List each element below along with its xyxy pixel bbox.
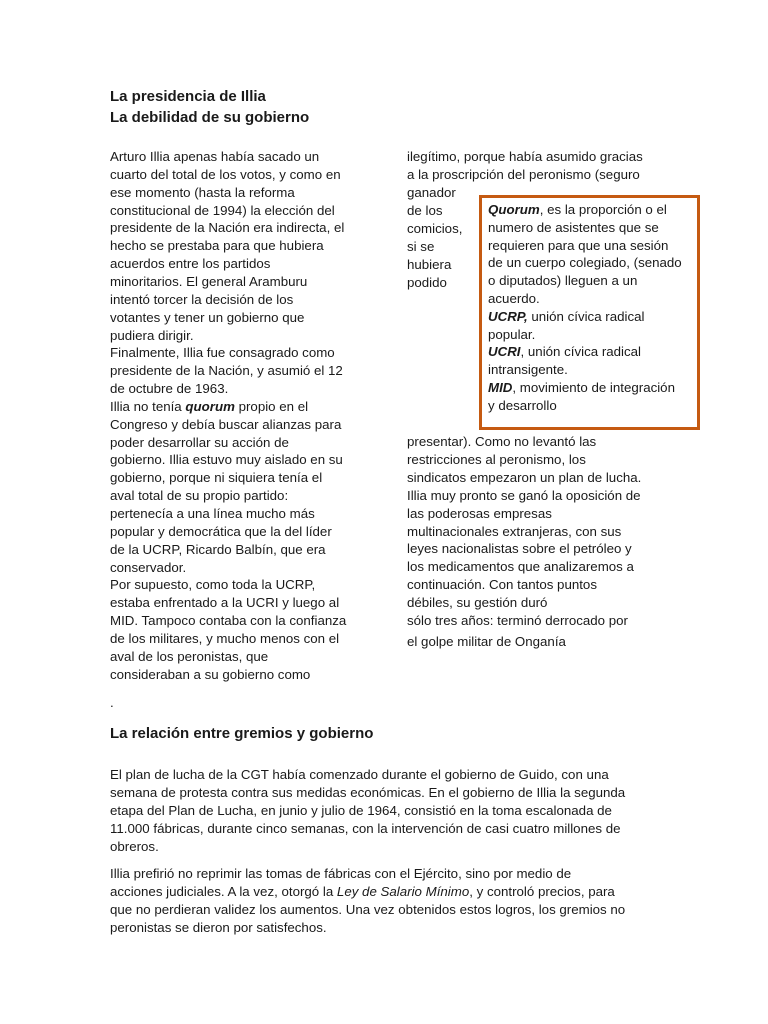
left-column-line: de octubre de 1963. xyxy=(110,381,229,397)
glossary-line: UCRI, unión cívica radical xyxy=(488,344,641,360)
glossary-line: y desarrollo xyxy=(488,397,557,413)
right-column-line: comicios, xyxy=(407,221,463,236)
left-column-line: presidente de la Nación, y asumió el 12 xyxy=(110,363,343,379)
right-column-line: multinacionales extranjeras, con sus xyxy=(407,523,622,539)
left-column-line: MID. Tampoco contaba con la confianza xyxy=(110,613,347,629)
paragraph-line: semana de protesta contra sus medidas económicas. En el gobierno de Illia la segunda xyxy=(110,785,626,800)
left-column-line: Illia no tenía quorum propio en el xyxy=(110,398,309,414)
left-column-line: estaba enfrentado a la UCRI y luego al xyxy=(110,595,340,611)
right-column-line: sólo tres años: terminó derrocado por xyxy=(407,613,628,628)
glossary-line: acuerdo. xyxy=(488,290,540,306)
paragraph-line: 11.000 fábricas, durante cinco semanas, con la intervención de casi cuatro millones de xyxy=(110,821,621,836)
glossary-line: Quorum, es la proporción o el xyxy=(488,202,667,217)
left-column-line: Por supuesto, como toda la UCRP, xyxy=(110,577,316,593)
right-column-line: restricciones al peronismo, los xyxy=(407,451,586,467)
left-column-line: Finalmente, Illia fue consagrado como xyxy=(110,345,335,361)
glossary-term: Quorum xyxy=(488,202,540,217)
left-column-line: cuarto del total de los votos, y como en xyxy=(110,166,341,182)
left-column-line: presidente de la Nación era indirecta, el xyxy=(110,220,345,236)
right-column-line: si se xyxy=(407,239,435,254)
right-column-line: Illia muy pronto se ganó la oposición de xyxy=(407,487,641,503)
paragraph-line: que no perdieran validez los aumentos. Una vez obtenidos estos logros, los gremios no xyxy=(110,902,626,917)
right-column-line: de los xyxy=(407,203,443,218)
section-heading: La relación entre gremios y gobierno xyxy=(110,725,374,742)
glossary-line: intransigente. xyxy=(488,362,568,378)
right-column-line: débiles, su gestión duró xyxy=(407,595,548,611)
right-column-line: el golpe militar de Onganía xyxy=(407,633,566,649)
right-column-line: podido xyxy=(407,275,447,290)
paragraph-plan-de-lucha xyxy=(110,766,670,856)
left-column-line: ese momento (hasta la reforma xyxy=(110,184,295,200)
glossary-term: UCRP, xyxy=(488,308,528,324)
left-column-line: intentó torcer la decisión de los xyxy=(110,291,294,307)
right-column-line: ilegítimo, porque había asumido gracias xyxy=(407,149,643,164)
left-column-line: gobierno. Illia estuvo muy aislado en su xyxy=(110,452,343,468)
right-column-line: los medicamentos que analizaremos a xyxy=(407,559,634,575)
left-column-line: gobierno, porque ni siquiera tenía el xyxy=(110,470,323,486)
glossary-line: numero de asistentes que se xyxy=(488,219,659,235)
left-column-line: Congreso y debía buscar alianzas para xyxy=(110,416,342,432)
left-column-line: consideraban a su gobierno como xyxy=(110,666,311,682)
glossary-line: de un cuerpo colegiado, (senado xyxy=(488,255,682,271)
left-column-line: constitucional de 1994) la elección del xyxy=(110,202,335,218)
left-column-line: popular y democrática que la del líder xyxy=(110,523,332,539)
left-column-line: votantes y tener un gobierno que xyxy=(110,309,305,325)
paragraph-line: etapa del Plan de Lucha, en junio y julio de 1964, consistió en la toma escalonada de xyxy=(110,803,612,818)
left-column-line: Arturo Illia apenas había sacado un xyxy=(110,149,320,164)
left-column-line: pertenecía a una línea mucho más xyxy=(110,506,315,521)
right-column-line: continuación. Con tantos puntos xyxy=(407,577,597,593)
right-column-line: a la proscripción del peronismo (seguro xyxy=(407,167,640,182)
page-subtitle: La debilidad de su gobierno xyxy=(110,109,310,126)
glossary-box xyxy=(479,195,700,430)
left-column-line: conservador. xyxy=(110,559,187,575)
left-column-line: minoritarios. El general Aramburu xyxy=(110,273,308,289)
paragraph-line: peronistas se dieron por satisfechos. xyxy=(110,920,327,935)
glossary-line: UCRP, unión cívica radical xyxy=(488,308,645,324)
law-name-text: Ley de Salario Mínimo xyxy=(336,884,470,899)
glossary-term: MID xyxy=(488,379,513,395)
right-column-line: hubiera xyxy=(407,257,452,272)
right-column-line: presentar). Como no levantó las xyxy=(407,434,597,449)
glossary-line: o diputados) lleguen a un xyxy=(488,273,638,289)
left-column-line: hecho se prestaba para que hubiera xyxy=(110,238,324,254)
glossary-term: UCRI xyxy=(488,344,521,360)
left-column-line: de la UCRP, Ricardo Balbín, que era xyxy=(110,541,326,557)
glossary-line: popular. xyxy=(488,326,536,342)
left-column-line: aval total de su propio partido: xyxy=(110,488,289,504)
left-column-line: aval de los peronistas, que xyxy=(110,648,269,664)
right-column-line: ganador xyxy=(407,185,456,200)
left-column-line: acuerdos entre los partidos xyxy=(110,256,271,272)
left-tail-dot: . xyxy=(110,695,114,710)
right-column-line: leyes nacionalistas sobre el petróleo y xyxy=(407,541,632,557)
left-column-line: pudiera dirigir. xyxy=(110,327,194,343)
right-column-line: sindicatos empezaron un plan de lucha. xyxy=(407,469,642,485)
page-title: La presidencia de Illia xyxy=(110,88,266,105)
paragraph-line: Illia prefirió no reprimir las tomas de fábricas con el Ejército, sino por medio de xyxy=(110,866,572,881)
emphasis-text: quorum xyxy=(185,398,235,414)
paragraph-illia-prefirio xyxy=(110,865,670,937)
left-column-line: de los militares, y mucho menos con el xyxy=(110,630,340,646)
glossary-line: requieren para que una sesión xyxy=(488,237,669,253)
left-column-line: poder desarrollar su acción de xyxy=(110,434,289,450)
paragraph-line: acciones judiciales. A la vez, otorgó la Ley de Salario Mínimo, y controló precios, para xyxy=(110,884,615,899)
paragraph-line: obreros. xyxy=(110,839,159,854)
glossary-line: MID, movimiento de integración xyxy=(488,379,675,395)
paragraph-line: El plan de lucha de la CGT había comenzado durante el gobierno de Guido, con una xyxy=(110,767,609,782)
right-column-line: las poderosas empresas xyxy=(407,505,552,521)
